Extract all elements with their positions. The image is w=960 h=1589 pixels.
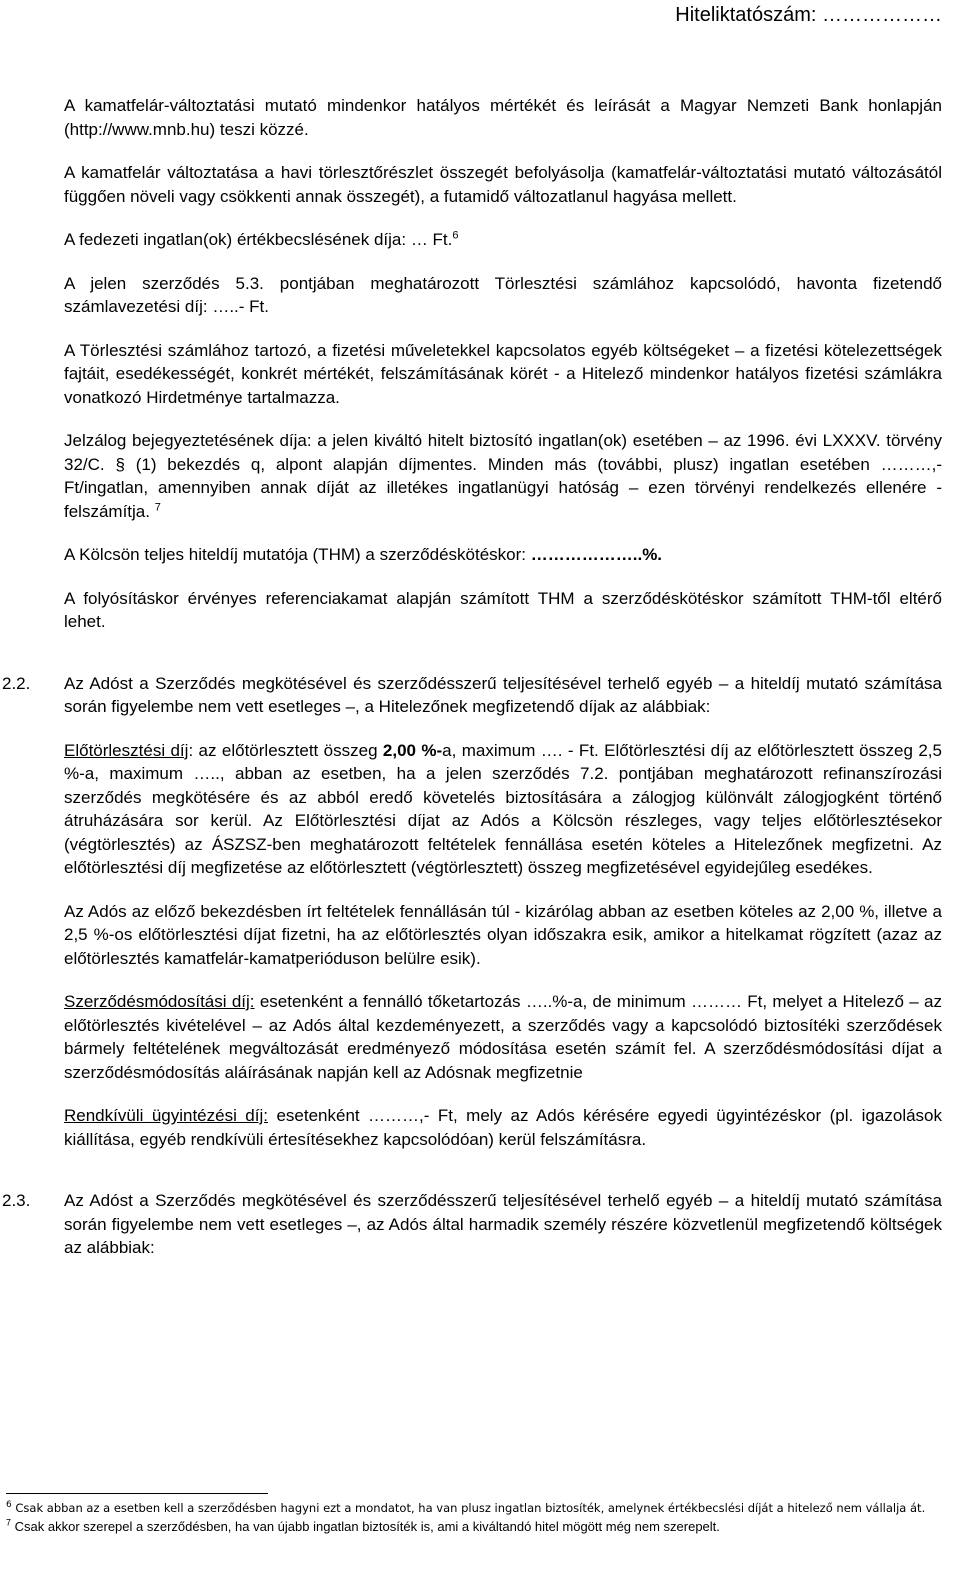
modification-fee-paragraph — [64, 990, 942, 1084]
thm-label: A Kölcsön teljes hiteldíj mutatója (THM) a szerződéskötéskor: — [64, 545, 531, 564]
prepayment-fee-rate: 2,00 %- — [382, 740, 443, 760]
footnote-mark: 6 — [6, 1500, 12, 1511]
document-body — [2, 94, 943, 1280]
footnote-7 — [6, 1518, 942, 1535]
paragraph-mortgage-fee — [64, 429, 942, 523]
page-header: Hiteliktatószám: ……………… — [675, 4, 942, 26]
section-2-3 — [2, 1189, 942, 1260]
paragraph-valuation-fee — [64, 228, 942, 252]
prepayment-fee-paragraph — [64, 739, 942, 880]
section-number-2-3: 2.3. — [2, 1191, 31, 1210]
prepayment-fee-title: Előtörlesztési díj — [64, 740, 189, 760]
modification-fee-text: esetenként a fennálló tőketartozás …..%-a, de minimum ……… Ft, melyet a Hitelező – az előtörlesztés kivételével – az Adós által kezdeményezett, a szerződés vagy a kapcsolódó biztosítéki szerződések bármely feltételének megváltozását eredményező módosítása esetén számít fel. A szerződésmódosítási díjat a szerződésmódosítás aláírásának napján kell az Adósnak megfizetnie — [64, 992, 942, 1082]
extraordinary-fee-text: esetenként ………,- Ft, mely az Adós kérésére egyedi ügyintézéskor (pl. igazolások kiállítása, egyéb rendkívüli értesítésekhez kapcsolódóan) kerül felszámításra. — [64, 1106, 943, 1149]
footnote-ref-6: 6 — [452, 229, 459, 242]
footnote-text: Csak abban az a esetben kell a szerződésben hagyni ezt a mondatot, ha van plusz ingatlan biztosíték, amelynek értékbecslési díját a hitelező nem vállalja át. — [15, 1501, 926, 1515]
footnotes — [6, 1493, 942, 1535]
prepayment-fee-text-a: : az előtörlesztett összeg — [188, 740, 383, 760]
thm-value: ………………..%. — [530, 545, 663, 564]
valuation-fee-text: A fedezeti ingatlan(ok) értékbecslésének díja: … Ft. — [64, 230, 453, 249]
paragraph-mnb-publication: A kamatfelár-változtatási mutató mindenkor hatályos mértékét és leírását a Magyar Nemzeti Bank honlapján (http://www.mnb.hu) teszi közzé. — [64, 96, 942, 139]
footnote-6 — [6, 1498, 942, 1518]
paragraph-margin-change: A kamatfelár változtatása a havi törlesztőrészlet összegét befolyásolja (kamatfelár-változtatási mutató változásától függően növeli vagy csökkenti annak összegét), a futamidő változatlanul hagyása mellett. — [64, 163, 942, 206]
paragraph-thm-note: A folyósításkor érvényes referenciakamat alapján számított THM a szerződéskötéskor számított THM-től eltérő lehet. — [64, 588, 942, 631]
modification-fee-title: Szerződésmódosítási díj: — [64, 992, 255, 1011]
paragraph-payment-costs: A Törlesztési számlához tartozó, a fizetési műveletekkel kapcsolatos egyéb költségeket – a fizetési kötelezettségek fajtáit, esedékességét, konkrét mértékét, felszámításának körét - a Hitelező mindenkor hatályos fizetési számlákra vonatkozó Hirdetménye tartalmazza. — [64, 340, 942, 407]
footnote-ref-7: 7 — [154, 500, 161, 513]
paragraph-account-fee: A jelen szerződés 5.3. pontjában meghatározott Törlesztési számlához kapcsolódó, havonta fizetendő számlavezetési díj: …..- Ft. — [64, 273, 942, 316]
extraordinary-fee-title: Rendkívüli ügyintézési díj: — [64, 1106, 268, 1125]
mortgage-fee-text: Jelzálog bejegyeztetésének díja: a jelen kiváltó hitelt biztosító ingatlan(ok) esetében – az 1996. évi LXXXV. törvény 32/C. § (1) bekezdés q, alpont alapján díjmentes. Minden más (további, plusz) ingatlan esetében ………,- Ft/ingatlan, amennyiben annak díját az illetékes ingatlanügyi hatóság – ezen törvényi rendelkezés ellenére - felszámítja. — [64, 431, 942, 521]
section-2-2 — [2, 672, 943, 1152]
section-number-2-2: 2.2. — [2, 673, 31, 693]
footnote-separator — [6, 1493, 268, 1494]
prepayment-fee-text-b: a, maximum …. - Ft. Előtörlesztési díj az előtörlesztett összeg 2,5 %-a, maximum ….., abban az esetben, ha a jelen szerződés 7.2. pontjában meghatározott refinanszírozási szerződés megkötésére és az abból eredő követelés biztosítására a zálogjog különvált zálogjogként történő átruházására sor kerül. Az Előtörlesztési díjat az Adós a Kölcsön részleges, vagy teljes előtörlesztésekor (végtörlesztés) az ÁSZSZ-ben meghatározott feltételek fennállása esetén köteles a Hitelezőnek megfizetni. Az előtörlesztési díj megfizetése az előtörlesztett (végtörlesztett) összeg megfizetésével egyidejűleg esedékes. — [64, 740, 942, 877]
extraordinary-fee-paragraph — [64, 1104, 942, 1151]
section-2-3-intro: Az Adóst a Szerződés megkötésével és szerződésszerű teljesítésével terhelő egyéb – a hiteldíj mutató számítása során figyelembe nem vett esetleges –, az Adós által harmadik személy részére közvetlenül megfizetendő költségek az alábbiak: — [64, 1191, 942, 1257]
paragraph-thm — [64, 543, 942, 567]
prepayment-conditions-paragraph: Az Adós az előző bekezdésben írt feltételek fennállásán túl - kizárólag abban az esetben köteles az 2,00 %, illetve a 2,5 %-os előtörlesztési díjat fizetni, ha az előtörlesztés olyan időszakra esik, amikor a hitelkamat rögzített (azaz az előtörlesztés kamatfelár-kamatperióduson belülre esik). — [64, 901, 942, 968]
section-2-2-intro: Az Adóst a Szerződés megkötésével és szerződésszerű teljesítésével terhelő egyéb – a hiteldíj mutató számítása során figyelembe nem vett esetleges –, a Hitelezőnek megfizetendő díjak az alábbiak: — [64, 673, 942, 716]
footnote-mark: 7 — [6, 1517, 12, 1528]
footnote-text: Csak akkor szerepel a szerződésben, ha van újabb ingatlan biztosíték is, ami a kiváltandó hitel mögött még nem szerepelt. — [14, 1519, 720, 1534]
